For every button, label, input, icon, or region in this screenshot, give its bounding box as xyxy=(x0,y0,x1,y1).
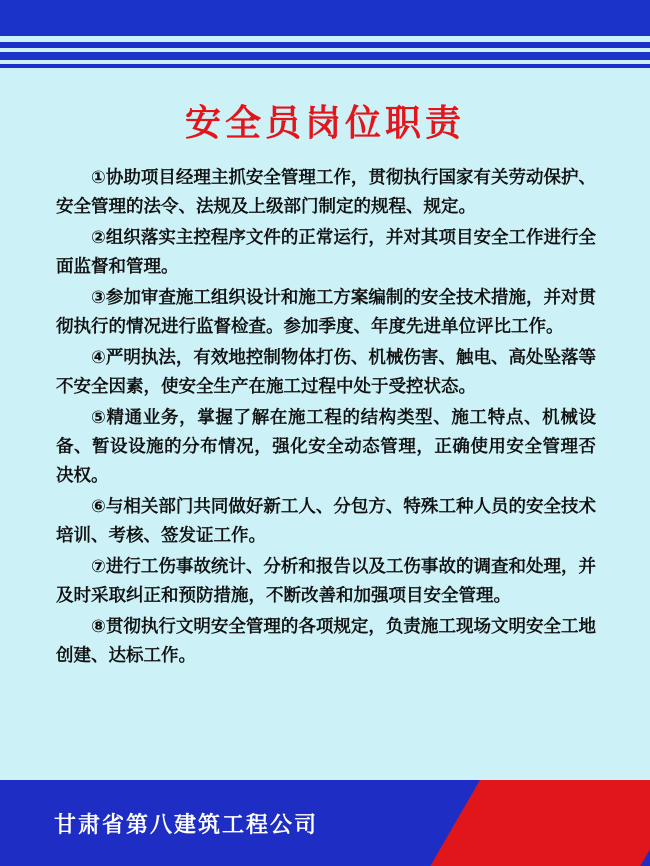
company-name: 甘肃省第八建筑工程公司 xyxy=(54,813,319,838)
duty-item: ⑦进行工伤事故统计、分析和报告以及工伤事故的调查和处理，并及时采取纠正和预防措施，不断改善和加强项目安全管理。 xyxy=(56,557,596,606)
top-stripe xyxy=(0,42,650,48)
footer-band xyxy=(0,780,650,866)
duty-item: ④严明执法，有效地控制物体打伤、机械伤害、触电、高处坠落等不安全因素，使安全生产在施工过程中处于受控状态。 xyxy=(56,348,596,397)
duty-item: ⑤精通业务，掌握了解在施工程的结构类型、施工特点、机械设备、暂设设施的分布情况，强化安全动态管理，正确使用安全管理否决权。 xyxy=(56,408,596,486)
duty-item: ⑥与相关部门共同做好新工人、分包方、特殊工种人员的安全技术培训、考核、签发证工作。 xyxy=(56,497,596,546)
top-band xyxy=(0,0,650,36)
duties-list xyxy=(56,164,596,673)
duty-item: ②组织落实主控程序文件的正常运行，并对其项目安全工作进行全面监督和管理。 xyxy=(56,228,596,277)
duty-item: ①协助项目经理主抓安全管理工作，贯彻执行国家有关劳动保护、安全管理的法令、法规及上级部门制定的规程、规定。 xyxy=(56,168,596,217)
duty-item: ③参加审查施工组织设计和施工方案编制的安全技术措施，并对贯彻执行的情况进行监督检查。参加季度、年度先进单位评比工作。 xyxy=(56,288,596,337)
top-stripe xyxy=(0,64,650,68)
page-title: 安全员岗位职责 xyxy=(184,103,465,144)
top-stripe xyxy=(0,52,650,60)
footer-red-panel xyxy=(430,780,650,866)
duty-item: ⑧贯彻执行文明安全管理的各项规定，负责施工现场文明安全工地创建、达标工作。 xyxy=(56,617,596,666)
